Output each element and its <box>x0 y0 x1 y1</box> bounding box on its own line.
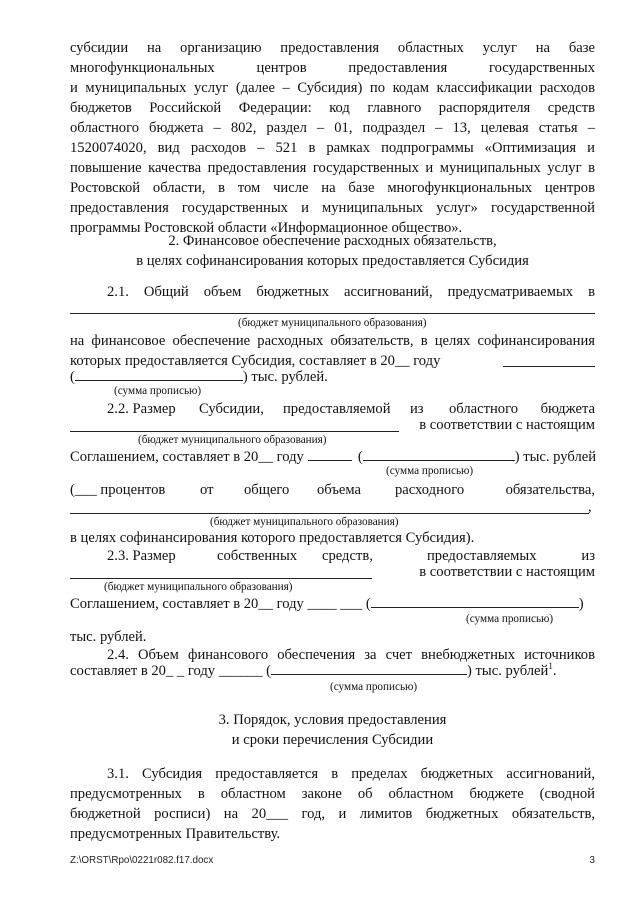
section2-heading-line2: в целях софинансирования которых предоставляется Субсидия <box>136 253 529 269</box>
p22-word: расходного <box>395 482 465 498</box>
section3-heading-line2: и сроки перечисления Субсидии <box>231 732 434 748</box>
p22-word: из <box>410 401 424 417</box>
p23-word: предоставляемых <box>427 548 537 564</box>
p22-line6: в целях софинансирования которого предоставляется Субсидия). <box>70 530 475 546</box>
intro-line: областного бюджета – 802, раздел – 01, подраздел – 13, целевая статья – <box>70 120 595 136</box>
p24-line1: 2.4. Объем финансового обеспечения за счет внебюджетных источников <box>107 647 595 663</box>
paren-open: ( <box>70 369 75 385</box>
p21-line3-text: которых предоставляется Субсидия, составляет в 20__ году <box>70 353 441 369</box>
blank-budget-line <box>70 513 589 514</box>
blank-budget-line <box>70 431 399 432</box>
intro-line: и муниципальных услуг (далее – Субсидия) по кодам классификации расходов <box>70 80 595 96</box>
intro-line: предоставления государственных и муниципальных услуг» государственной <box>70 200 595 216</box>
caption-budget: (бюджет муниципального образования) <box>210 516 399 528</box>
p22-word: обязательства, <box>505 482 595 498</box>
intro-line: Ростовской области, в том числе на базе многофункциональных центров <box>70 180 595 196</box>
section3-heading-line1: 3. Порядок, условия предоставления <box>218 712 447 728</box>
blank-amount <box>308 447 352 461</box>
p21-line2: на финансовое обеспечение расходных обязательств, в целях софинансирования <box>70 333 595 349</box>
p23-word: средств, <box>322 548 373 564</box>
intro-line: 1520074020, вид расходов – 521 в рамках подпрограммы «Оптимизация и <box>70 140 595 156</box>
comma: , <box>588 499 592 515</box>
p22-word: (___ процентов <box>70 482 166 498</box>
section3-line: 3.1. Субсидия предоставляется в пределах бюджетных ассигнований, <box>107 766 595 782</box>
paren-close: ) <box>578 596 584 612</box>
caption-sum: (сумма прописью) <box>114 385 202 397</box>
section3-line: бюджетной росписи) на 20___ год, и лимитов бюджетных обязательств, <box>70 806 595 822</box>
p22-word: Субсидии, <box>199 401 264 417</box>
caption-sum: (сумма прописью) <box>330 681 418 693</box>
p22-line3-text: Соглашением, составляет в 20__ году <box>70 449 304 465</box>
p22-word: общего <box>244 482 290 498</box>
p21-line1: 2.1. Общий объем бюджетных ассигнований, предусматриваемых в <box>107 284 595 300</box>
p21-line4-tail: ) тыс. рублей. <box>242 369 328 385</box>
p24-line2-tail: ) тыс. рублей <box>467 663 549 679</box>
caption-budget: (бюджет муниципального образования) <box>238 317 427 329</box>
p22-line2-tail: в соответствии с настоящим <box>419 417 595 433</box>
caption-sum: (сумма прописью) <box>386 465 474 477</box>
p22-word: бюджета <box>540 401 595 417</box>
intro-line: субсидии на организацию предоставления областных услуг на базе <box>70 40 595 56</box>
intro-line: программы Ростовской области «Информационное общество». <box>70 220 463 236</box>
blank-sum-words <box>75 367 243 381</box>
p23-line2-tail: в соответствии с настоящим <box>419 564 595 580</box>
page-number: 3 <box>589 855 595 866</box>
footer-file-path: Z:\ORST\Rpo\0221r082.f17.docx <box>70 855 214 866</box>
blank-budget-line <box>70 578 372 579</box>
section3-line: предусмотренных в областном законе об областном бюджете (сводной <box>70 786 595 802</box>
p22-word: предоставляемой <box>283 401 391 417</box>
caption-budget: (бюджет муниципального образования) <box>138 434 327 446</box>
section3-line: предусмотренных Правительству. <box>70 826 281 842</box>
p22-line3 <box>70 447 595 467</box>
p22-word: 2.2. Размер <box>107 401 176 417</box>
intro-line: многофункциональных центров предоставления государственных <box>70 60 595 76</box>
caption-budget: (бюджет муниципального образования) <box>104 581 293 593</box>
period: . <box>552 663 557 679</box>
blank-sum-words <box>371 594 579 608</box>
footnote-ref: 1 <box>548 661 553 672</box>
blank-budget-line <box>70 313 595 314</box>
p22-word: от <box>200 482 214 498</box>
p21-line4 <box>70 367 595 387</box>
p22-word: областного <box>449 401 518 417</box>
p23-line4: тыс. рублей. <box>70 629 147 645</box>
p22-line3-tail: ) тыс. рублей <box>514 449 597 465</box>
paren-open: ( <box>357 449 363 465</box>
p23-word: 2.3. Размер <box>107 548 176 564</box>
blank-sum-words <box>271 661 467 675</box>
p23-line3-text: Соглашением, составляет в 20__ году ____ ___ ( <box>70 596 371 612</box>
blank-sum-words <box>363 447 515 461</box>
p23-word: собственных <box>217 548 298 564</box>
intro-line: повышение качества предоставления государственных и муниципальных услуг в <box>70 160 595 176</box>
intro-line: бюджетов Российской Федерации: код главного распорядителя средств <box>70 100 595 116</box>
p23-line3 <box>70 594 595 614</box>
section2-heading-line1: 2. Финансовое обеспечение расходных обязательств, <box>168 233 497 249</box>
p23-word: из <box>581 548 595 564</box>
p24-line2 <box>70 661 595 681</box>
p24-line2-text: составляет в 20_ _ году ______ ( <box>70 663 272 679</box>
p22-word: объема <box>317 482 361 498</box>
caption-sum: (сумма прописью) <box>466 613 554 625</box>
